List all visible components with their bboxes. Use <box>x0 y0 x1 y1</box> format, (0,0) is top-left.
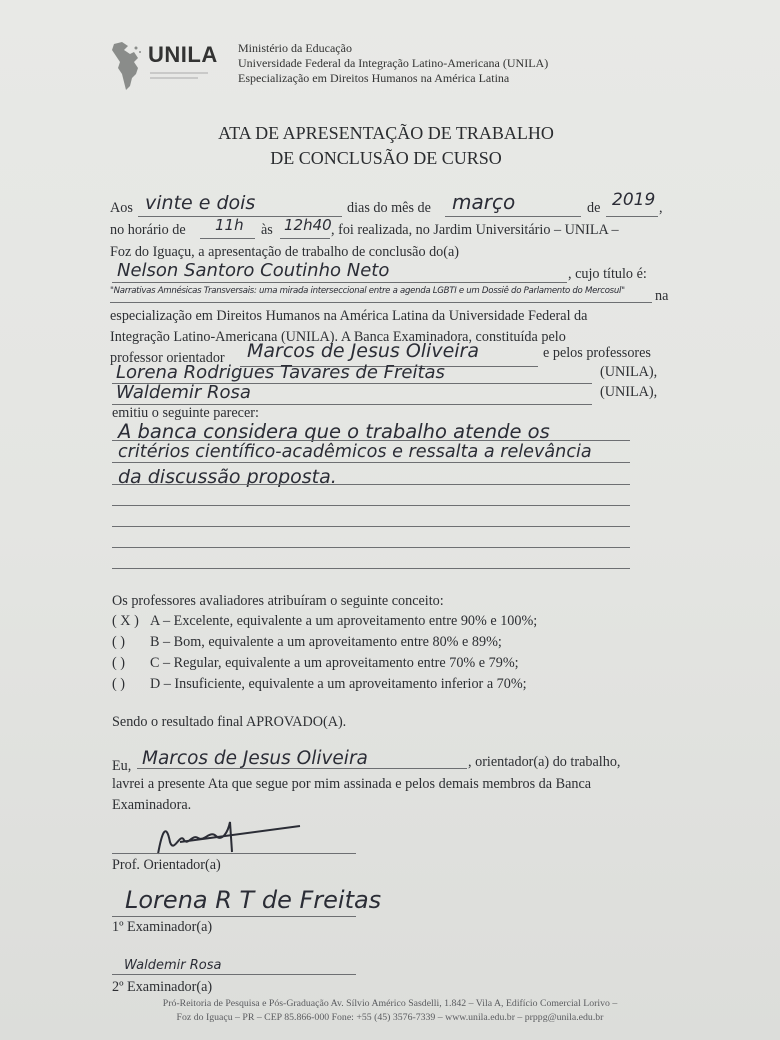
conceito-c-mark[interactable]: ( ) <box>112 655 125 671</box>
label-na: na <box>655 288 669 304</box>
label-unila-1: (UNILA), <box>600 364 658 380</box>
footer-line-2: Foz do Iguaçu – PR – CEP 85.866-000 Fone: +55 (45) 3576-7339 – www.unila.edu.br – prppg@unila.edu.br <box>176 1012 604 1023</box>
filled-ano: 2019 <box>612 190 656 210</box>
label-dias-do-mes: dias do mês de <box>347 200 431 216</box>
document-title-line-2: DE CONCLUSÃO DE CURSO <box>270 148 502 168</box>
comma: , <box>659 200 663 216</box>
label-no-horario: no horário de <box>110 222 186 238</box>
parecer-rule-2 <box>112 462 630 463</box>
filled-hora-fim: 12h40 <box>284 216 332 234</box>
parecer-line-1: A banca considera que o trabalho atende os <box>118 420 550 443</box>
label-as: às <box>261 222 273 238</box>
conceito-b-mark[interactable]: ( ) <box>112 634 125 650</box>
parecer-rule-7 <box>112 568 630 569</box>
label-cujo-titulo: , cujo título é: <box>568 266 647 282</box>
filled-professor-1: Lorena Rodrigues Tavares de Freitas <box>116 362 445 383</box>
label-examinador-2: 2º Examinador(a) <box>112 979 213 995</box>
conceito-c-text: C – Regular, equivalente a um aproveitamento entre 70% e 79%; <box>150 655 519 671</box>
filled-hora-inicio: 11h <box>215 216 244 234</box>
header-line-2: Universidade Federal da Integração Latino-Americana (UNILA) <box>238 56 549 70</box>
filled-orientador: Marcos de Jesus Oliveira <box>247 340 479 362</box>
parecer-rule-1 <box>112 440 630 441</box>
label-orientador-do-trabalho: , orientador(a) do trabalho, <box>468 754 621 770</box>
closing-line-2: lavrei a presente Ata que segue por mim assinada e pelos demais membros da Banca <box>112 776 592 792</box>
conceito-b-text: B – Bom, equivalente a um aproveitamento entre 80% e 89%; <box>150 634 502 650</box>
document-title-line-1: ATA DE APRESENTAÇÃO DE TRABALHO <box>218 123 554 143</box>
filled-professor-2: Waldemir Rosa <box>116 382 251 403</box>
line-sig-exam-2 <box>112 974 356 975</box>
line-hora-inicio <box>200 238 255 239</box>
label-de: de <box>587 200 601 216</box>
line-ano <box>606 216 658 217</box>
header-line-1: Ministério da Educação <box>238 41 352 55</box>
line-sig-orientador <box>112 853 356 854</box>
signature-examinador-2: Waldemir Rosa <box>124 958 222 973</box>
line-titulo <box>110 302 652 303</box>
label-aos: Aos <box>110 200 133 216</box>
footer-line-1: Pró-Reitoria de Pesquisa e Pós-Graduação Av. Sílvio Américo Sasdelli, 1.842 – Vila A, Edifício Comercial Lorivo – <box>162 998 618 1009</box>
signature-examinador-1: Lorena R T de Freitas <box>125 886 382 914</box>
line-especializacao: especialização em Direitos Humanos na América Latina da Universidade Federal da <box>110 308 588 324</box>
closing-line-3: Examinadora. <box>112 797 192 813</box>
parecer-line-3: da discussão proposta. <box>118 466 337 488</box>
logo-tagline-graphic <box>148 70 218 82</box>
conceito-a-text: A – Excelente, equivalente a um aproveitamento entre 90% e 100%; <box>150 613 538 629</box>
line-integracao: Integração Latino-Americana (UNILA). A Banca Examinadora, constituída pelo <box>110 329 566 345</box>
label-prof-orientador: Prof. Orientador(a) <box>112 857 221 873</box>
header-line-3: Especialização em Direitos Humanos na América Latina <box>238 71 510 85</box>
parecer-rule-3 <box>112 484 630 485</box>
label-examinador-1: 1º Examinador(a) <box>112 919 213 935</box>
conceito-d-mark[interactable]: ( ) <box>112 676 125 692</box>
line-sig-exam-1 <box>112 916 356 917</box>
line-hora-fim <box>280 238 330 239</box>
conceitos-intro: Os professores avaliadores atribuíram o seguinte conceito: <box>112 593 444 609</box>
filled-dia: vinte e dois <box>145 192 256 214</box>
label-professor-orientador: professor orientador <box>110 350 225 366</box>
americas-map-icon <box>108 40 148 92</box>
label-pelos-professores: e pelos professores <box>543 345 651 361</box>
label-emitiu-parecer: emitiu o seguinte parecer: <box>112 405 259 421</box>
parecer-line-2: critérios científico-acadêmicos e ressalta a relevância <box>118 442 592 462</box>
filled-mes: março <box>452 190 516 214</box>
resultado-final: Sendo o resultado final APROVADO(A). <box>112 714 347 730</box>
logo-wordmark: UNILA <box>148 42 218 67</box>
parecer-rule-4 <box>112 505 630 506</box>
label-eu: Eu, <box>112 758 132 774</box>
parecer-rule-5 <box>112 526 630 527</box>
label-foi-realizada: , foi realizada, no Jardim Universitário – UNILA – <box>331 222 619 238</box>
filled-titulo: "Narrativas Amnésicas Transversais: uma mirada interseccional entre a agenda LGBTI e um Dossiê do Parlamento do Mercosul" <box>110 286 625 296</box>
unila-logo <box>108 40 220 92</box>
line-eu <box>137 768 467 769</box>
signature-orientador <box>140 812 310 862</box>
filled-aluno: Nelson Santoro Coutinho Neto <box>117 260 390 281</box>
label-unila-2: (UNILA), <box>600 384 658 400</box>
institution-header <box>238 41 548 86</box>
conceito-a-mark[interactable]: ( X ) <box>112 613 139 629</box>
parecer-rule-6 <box>112 547 630 548</box>
label-foz: Foz do Iguaçu, a apresentação de trabalho de conclusão do(a) <box>110 244 460 260</box>
conceito-d-text: D – Insuficiente, equivalente a um aproveitamento inferior a 70%; <box>150 676 527 692</box>
line-mes <box>445 216 581 217</box>
filled-orientador-nome: Marcos de Jesus Oliveira <box>142 748 368 769</box>
line-aluno <box>112 282 567 283</box>
